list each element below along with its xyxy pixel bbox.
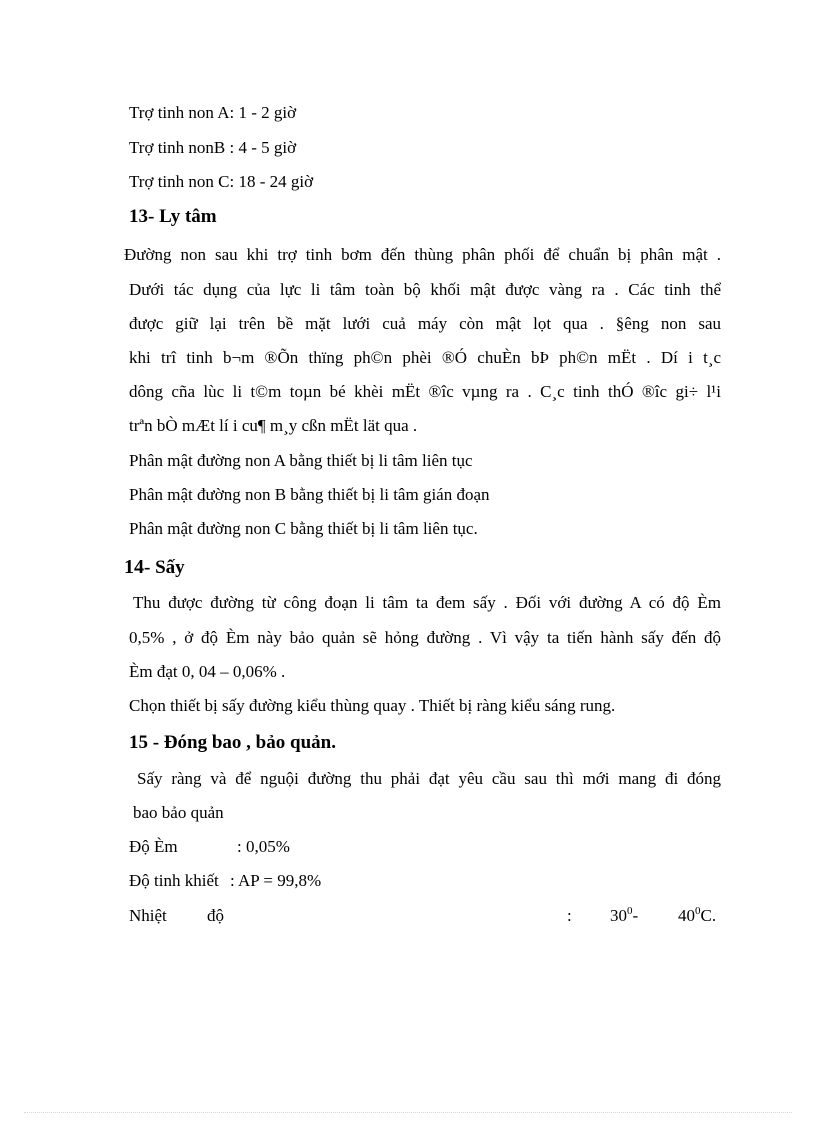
section-13-item-b: Phân mật đường non B bằng thiết bị li tâm gián đoạn: [129, 485, 490, 504]
page-bottom-divider: [24, 1112, 792, 1113]
temperature-high-degree: 0: [695, 905, 701, 917]
section-13-heading: 13- Ly tâm: [129, 206, 217, 227]
section-15-heading: 15 - Đóng bao , bảo quản.: [129, 732, 336, 753]
section-14-equipment: Chọn thiết bị sấy đường kiểu thùng quay . Thiết bị ràng kiểu sáng rung.: [129, 696, 616, 715]
nursing-time-b: Trợ tinh nonB : 4 - 5 giờ: [129, 138, 297, 157]
section-13-item-a: Phân mật đường non A bằng thiết bị li tâm liên tục: [129, 451, 473, 470]
section-13-para-line-4: khi trî tinh b¬m ®Õn thïng ph©n phèi ®Ó chuÈn bÞ ph©n mËt . Dí i t¸c: [129, 348, 721, 367]
moisture-value: : 0,05%: [237, 837, 290, 856]
section-13-para-line-3: được giữ lại trên bề mặt lưới cuả máy còn mật lọt qua . §êng non sau: [129, 314, 721, 333]
nursing-time-a: Trợ tinh non A: 1 - 2 giờ: [129, 103, 297, 122]
temperature-colon: :: [567, 906, 572, 925]
temperature-separator: -: [632, 906, 639, 925]
temperature-low: [610, 905, 638, 927]
temperature-unit: C.: [700, 906, 717, 925]
section-14-heading: [124, 555, 185, 580]
section-14-para-line-3: Èm đạt 0, 04 – 0,06% .: [129, 662, 286, 681]
section-13-para-line-1: Đường non sau khi trợ tinh bơm đến thùng phân phối để chuẩn bị phân mật .: [124, 245, 721, 264]
temperature-label-word-1: Nhiệt: [129, 906, 167, 925]
moisture-label: Độ Èm: [129, 837, 178, 856]
section-13-para-line-5: dông cña lùc li t©m toµn bé khèi mËt ®îc vµng ra . C¸c tinh thÓ ®îc gi÷ l¹i: [129, 382, 721, 401]
section-14-title: - Sấy: [144, 557, 185, 578]
section-15-para-line-1: Sấy ràng và để nguội đường thu phải đạt yêu cầu sau thì mới mang đi đóng: [137, 769, 721, 788]
temperature-high: [678, 905, 716, 927]
section-13-item-c: Phân mật đường non C bằng thiết bị li tâm liên tục.: [129, 519, 478, 538]
nursing-time-c: Trợ tinh non C: 18 - 24 giờ: [129, 172, 314, 191]
temperature-label-word-2: độ: [207, 906, 224, 925]
purity-label: Độ tinh khiết: [129, 871, 219, 890]
temperature-high-value: 40: [678, 906, 695, 925]
section-15-para-line-2: bao bảo quản: [133, 803, 224, 822]
section-14-para-line-2: 0,5% , ở độ Èm này bảo quản sẽ hỏng đường . Vì vậy ta tiến hành sấy đến độ: [129, 628, 721, 647]
temperature-low-degree: 0: [627, 905, 633, 917]
section-13-para-line-2: Dưới tác dụng của lực li tâm toàn bộ khối mật được vàng ra . Các tinh thể: [129, 280, 721, 299]
section-14-para-line-1: Thu được đường từ công đoạn li tâm ta đem sấy . Đối với đường A có độ Èm: [133, 593, 721, 612]
purity-value: : AP = 99,8%: [230, 871, 322, 890]
temperature-low-value: 30: [610, 906, 627, 925]
section-14-number: 14: [124, 556, 144, 578]
section-13-para-line-6: trªn bÒ mÆt lí i cu¶ m¸y cßn mËt lät qua .: [129, 416, 418, 435]
